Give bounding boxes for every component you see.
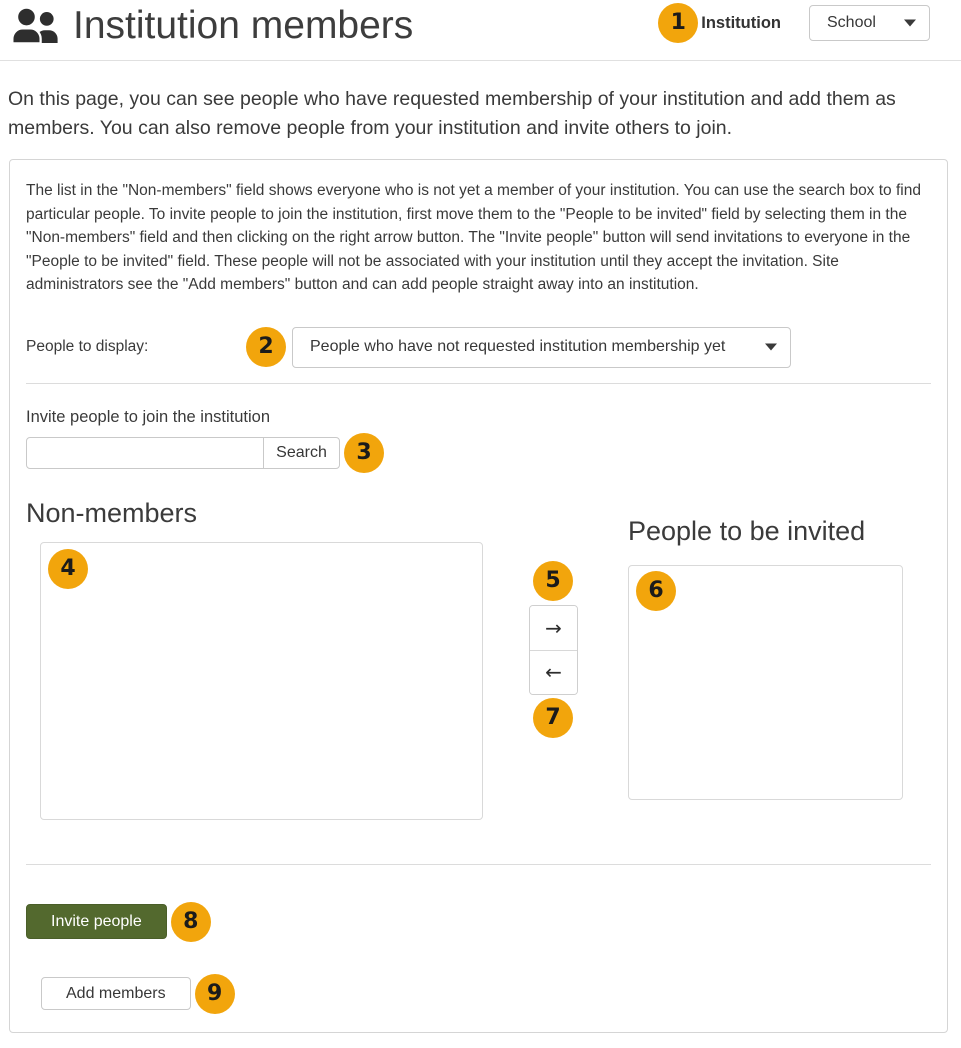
callout-4-badge: 4 [48, 549, 88, 589]
people-to-display-row [26, 327, 931, 368]
invite-search-label: Invite people to join the institution [26, 407, 270, 426]
people-to-display-select[interactable] [292, 327, 791, 368]
people-to-display-value: People who have not requested institution membership yet [310, 338, 726, 355]
page-intro-text: On this page, you can see people who have requested membership of your institution and add them as members. You can also remove people from your institution and invite others to join. [8, 88, 896, 139]
move-buttons-group [529, 605, 578, 695]
page-title-group [10, 5, 413, 48]
callout-3-badge: 3 [344, 433, 384, 473]
invite-people-button[interactable]: Invite people [26, 904, 167, 939]
callout-5-badge: 5 [533, 561, 573, 601]
institution-select[interactable] [809, 5, 930, 41]
callout-2-badge: 2 [246, 327, 286, 367]
page-title: Institution members [73, 4, 414, 47]
people-to-be-invited-listbox[interactable] [628, 565, 903, 800]
invite-people-row [26, 902, 931, 942]
callout-9-badge: 9 [195, 974, 235, 1014]
callout-1-badge: 1 [658, 3, 698, 43]
arrow-left-icon: ← [545, 660, 562, 684]
non-members-listbox[interactable] [40, 542, 483, 820]
search-button[interactable]: Search [263, 437, 340, 469]
users-icon [10, 6, 59, 46]
move-right-button[interactable] [530, 606, 577, 650]
institution-select-value: School [827, 14, 876, 31]
non-members-heading: Non-members [26, 497, 198, 528]
people-to-be-invited-heading: People to be invited [628, 515, 866, 546]
callout-6-badge: 6 [636, 571, 676, 611]
member-transfer-area [26, 515, 931, 820]
section-divider [26, 383, 931, 384]
callout-8-badge: 8 [171, 902, 211, 942]
caret-down-icon [765, 344, 777, 351]
page-header [0, 0, 961, 61]
institution-selector-group [658, 3, 930, 43]
caret-down-icon [904, 20, 916, 27]
search-row [26, 433, 931, 473]
institution-label: Institution [701, 13, 781, 32]
move-left-button[interactable] [530, 650, 577, 694]
people-to-display-label: People to display: [26, 338, 149, 355]
search-input[interactable] [26, 437, 264, 469]
section-divider [26, 864, 931, 865]
callout-7-badge: 7 [533, 698, 573, 738]
panel-explanation-text: The list in the "Non-members" field shows everyone who is not yet a member of your institution. You can use the search box to find particular people. To invite people to join the institution, first move them to the "People to be invited" field by selecting them in the "Non-members" field and then clicking on the right arrow button. The "Invite people" button will send invitations to everyone in the "People to be invited" field. These people will not be associated with your institution until they accept the invitation. Site administrators see the "Add members" button and can add people straight away into an institution. [26, 182, 921, 293]
arrow-right-icon: → [545, 615, 562, 640]
institution-members-panel [9, 159, 948, 1033]
add-members-row [41, 974, 931, 1014]
add-members-button[interactable]: Add members [41, 977, 191, 1010]
